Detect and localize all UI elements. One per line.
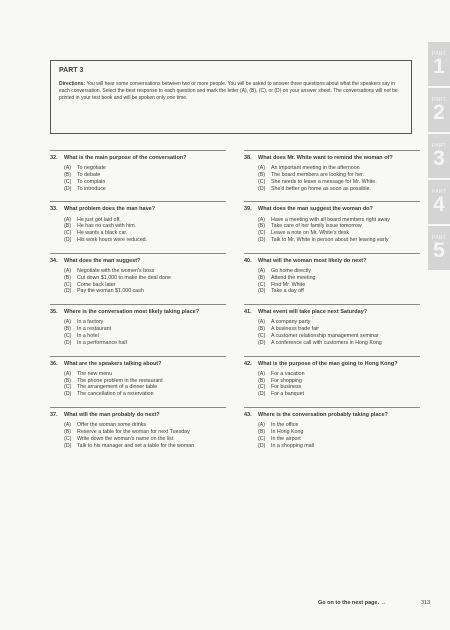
- option-letter: (C): [64, 178, 72, 185]
- option-letter: (A): [64, 422, 72, 429]
- option-letter: (A): [258, 267, 266, 274]
- option-text: She needs to leave a message for Mr. White.: [271, 178, 377, 185]
- question-text: What problem does the man have?: [64, 206, 156, 213]
- answer-option: [258, 217, 420, 224]
- option-text: In the airport: [271, 435, 301, 442]
- side-tab-number: 2: [433, 101, 445, 124]
- question-text: Where is the conversation most likely taking place?: [64, 309, 200, 316]
- answer-options: [50, 422, 226, 449]
- answer-option: [258, 223, 420, 230]
- answer-option: [64, 384, 226, 391]
- option-letter: (C): [258, 178, 266, 185]
- answer-option: [64, 230, 226, 237]
- option-text: Talk to Mr. White in person about her leaving early: [271, 236, 389, 243]
- option-text: A conference call with customers in Hong Kong: [271, 339, 382, 346]
- option-text: The cancellation of a reservation: [77, 391, 154, 398]
- option-letter: (D): [258, 339, 266, 346]
- answer-option: [258, 436, 420, 443]
- question-stem: [244, 309, 420, 316]
- question-stem: [50, 309, 226, 316]
- option-letter: (B): [258, 326, 266, 333]
- option-letter: (C): [64, 281, 72, 288]
- answer-option: [64, 378, 226, 385]
- answer-option: [258, 230, 420, 237]
- answer-option: [258, 275, 420, 282]
- option-text: The new menu: [77, 370, 113, 377]
- answer-option: [258, 282, 420, 289]
- directions-label: Directions:: [59, 81, 86, 87]
- option-text: In a factory: [77, 319, 104, 326]
- option-letter: (B): [64, 223, 72, 230]
- question-stem: [244, 155, 420, 162]
- question-block: [50, 407, 226, 449]
- option-text: Talk to his manager and set a table for the woman: [77, 442, 195, 449]
- option-text: For a banquet: [271, 391, 304, 398]
- answer-option: [64, 288, 226, 295]
- answer-option: [258, 288, 420, 295]
- answer-option: [64, 282, 226, 289]
- option-letter: (A): [258, 422, 266, 429]
- answer-option: [258, 326, 420, 333]
- question-stem: [50, 206, 226, 213]
- option-letter: (B): [258, 223, 266, 230]
- answer-option: [64, 422, 226, 429]
- question-number: 43.: [244, 411, 252, 418]
- question-text: What does the man suggest the woman do?: [258, 206, 373, 213]
- question-stem: [50, 412, 226, 419]
- side-tab-label: PART: [431, 97, 447, 103]
- answer-option: [64, 371, 226, 378]
- side-tab-label: PART: [431, 235, 447, 241]
- answer-options: [244, 165, 420, 192]
- option-text: To complain: [77, 178, 106, 185]
- answer-option: [64, 391, 226, 398]
- question-number: 40.: [244, 257, 252, 264]
- option-text: Take a day off: [271, 288, 304, 295]
- option-letter: (D): [258, 288, 266, 295]
- answer-option: [64, 165, 226, 172]
- question-stem: [244, 258, 420, 265]
- part-directions-box: [50, 60, 412, 134]
- option-text: Go home directly: [271, 267, 312, 274]
- option-text: His work hours were reduced.: [77, 236, 148, 243]
- side-tab-label: PART: [431, 189, 447, 195]
- question-text: What will the man probably do next?: [64, 411, 160, 418]
- question-block: [50, 201, 226, 243]
- option-letter: (C): [258, 332, 266, 339]
- option-letter: (B): [64, 326, 72, 333]
- option-letter: (A): [258, 319, 266, 326]
- option-letter: (C): [258, 230, 266, 237]
- option-letter: (A): [64, 165, 72, 172]
- side-tab-part-1[interactable]: [428, 42, 450, 86]
- option-text: A business trade fair: [271, 326, 319, 333]
- option-text: The phone problem in the restaurant: [77, 377, 163, 384]
- answer-option: [258, 371, 420, 378]
- question-stem: [50, 258, 226, 265]
- question-number: 34.: [50, 257, 58, 264]
- option-letter: (A): [258, 216, 266, 223]
- option-letter: (C): [64, 384, 72, 391]
- option-text: Come back later: [77, 281, 116, 288]
- answer-option: [258, 429, 420, 436]
- answer-options: [244, 217, 420, 244]
- side-tab-label: PART: [431, 51, 447, 57]
- option-letter: (D): [258, 236, 266, 243]
- question-text: What is the main purpose of the conversation?: [64, 155, 187, 161]
- question-text: What event will take place next Saturday?: [258, 309, 368, 316]
- side-tab-number: 3: [433, 147, 445, 170]
- option-letter: (A): [64, 216, 72, 223]
- question-block: [244, 253, 420, 295]
- side-tab-bar: [428, 42, 450, 272]
- answer-option: [64, 223, 226, 230]
- answer-option: [64, 186, 226, 193]
- option-text: For a vacation: [271, 370, 305, 377]
- question-block: [244, 201, 420, 243]
- option-text: She'd better go home as soon as possible.: [271, 185, 371, 192]
- answer-option: [258, 340, 420, 347]
- option-letter: (C): [64, 332, 72, 339]
- question-text: What will the woman most likely do next?: [258, 257, 367, 264]
- directions-body: You will hear some conversations between two or more people. You will be asked to answer three questions about what the speakers say in each conversation. Select the best response to each question and mark the letter (A), (B), (C), or (D) on your answer sheet. The conversations will not be printed in your test book and will be spoken only one time.: [59, 81, 398, 101]
- answer-options: [50, 268, 226, 295]
- answer-option: [258, 268, 420, 275]
- question-block: [50, 253, 226, 295]
- answer-option: [64, 179, 226, 186]
- answer-option: [64, 237, 226, 244]
- option-text: In the office: [271, 422, 299, 429]
- side-tab-part-5[interactable]: [428, 226, 450, 270]
- option-letter: (C): [258, 435, 266, 442]
- question-text: What are the speakers talking about?: [64, 360, 162, 367]
- option-text: In a shopping mall: [271, 442, 314, 449]
- answer-option: [258, 378, 420, 385]
- option-letter: (D): [258, 442, 266, 449]
- option-letter: (D): [258, 391, 266, 398]
- part-title: PART 3: [59, 67, 84, 74]
- option-text: In a restaurant: [77, 326, 112, 333]
- option-letter: (D): [64, 236, 72, 243]
- option-text: In a performance hall: [77, 339, 127, 346]
- directions-text: [59, 81, 403, 102]
- question-block: [244, 356, 420, 398]
- answer-options: [50, 371, 226, 398]
- option-text: Offer the woman some drinks: [77, 422, 147, 429]
- option-letter: (A): [258, 370, 266, 377]
- question-column-left: [50, 150, 226, 458]
- question-text: Where is the conversation probably taking place?: [258, 411, 388, 418]
- answer-option: [258, 319, 420, 326]
- question-number: 37.: [50, 411, 58, 418]
- question-number: 41.: [244, 309, 252, 316]
- question-block: [244, 304, 420, 346]
- answer-option: [64, 275, 226, 282]
- answer-option: [64, 172, 226, 179]
- option-text: To introduce: [77, 185, 106, 192]
- option-letter: (B): [258, 428, 266, 435]
- question-block: [244, 407, 420, 449]
- option-text: In a hotel: [77, 332, 99, 339]
- question-number: 38.: [244, 155, 252, 161]
- option-letter: (A): [64, 319, 72, 326]
- question-text: What does Mr. White want to remind the woman of?: [258, 155, 393, 161]
- answer-option: [64, 217, 226, 224]
- next-page-note: Go on to the next page. →: [318, 600, 387, 606]
- answer-options: [244, 268, 420, 295]
- question-block: [50, 356, 226, 398]
- page-number: 313: [421, 600, 431, 606]
- option-letter: (D): [64, 391, 72, 398]
- option-letter: (D): [64, 288, 72, 295]
- option-text: Reserve a table for the woman for next Tuesday: [77, 428, 190, 435]
- side-tab-number: 1: [433, 55, 445, 78]
- side-tab-number: 5: [433, 239, 445, 262]
- option-text: Pay the woman $1,000 cash: [77, 288, 144, 295]
- option-text: He just got laid off.: [77, 216, 121, 223]
- answer-option: [64, 268, 226, 275]
- question-number: 32.: [50, 155, 58, 161]
- option-text: To negotiate: [77, 165, 106, 172]
- option-letter: (D): [258, 185, 266, 192]
- option-letter: (C): [64, 435, 72, 442]
- option-text: The board members are looking for her.: [271, 172, 365, 178]
- answer-option: [258, 443, 420, 450]
- option-text: In Hong Kong: [271, 428, 304, 435]
- question-number: 33.: [50, 206, 58, 213]
- answer-options: [50, 319, 226, 346]
- option-letter: (B): [258, 274, 266, 281]
- question-block: [50, 304, 226, 346]
- question-number: 36.: [50, 360, 58, 367]
- option-text: An important meeting in the afternoon: [271, 165, 360, 172]
- question-stem: [244, 412, 420, 419]
- option-text: A company party: [271, 319, 311, 326]
- answer-option: [64, 319, 226, 326]
- question-stem: [50, 361, 226, 368]
- option-letter: (B): [258, 377, 266, 384]
- answer-option: [258, 391, 420, 398]
- question-block: [50, 150, 226, 192]
- option-letter: (A): [64, 370, 72, 377]
- question-column-right: [244, 150, 420, 458]
- question-number: 42.: [244, 360, 252, 367]
- option-letter: (C): [64, 230, 72, 237]
- option-text: Cut down $1,000 to make the deal done: [77, 274, 171, 281]
- question-number: 39.: [244, 206, 252, 213]
- answer-option: [64, 340, 226, 347]
- question-text: What does the man suggest?: [64, 257, 141, 264]
- option-text: The arrangement of a dinner table: [77, 384, 158, 391]
- side-tab-number: 4: [433, 193, 445, 216]
- side-tab-label: PART: [431, 143, 447, 149]
- option-text: Leave a note on Mr. White's desk: [271, 230, 350, 237]
- answer-option: [258, 384, 420, 391]
- option-text: A customer relationship management seminar: [271, 332, 379, 339]
- option-text: For shopping: [271, 377, 302, 384]
- answer-option: [258, 237, 420, 244]
- option-letter: (B): [258, 172, 266, 178]
- option-letter: (B): [64, 274, 72, 281]
- option-text: For business: [271, 384, 302, 391]
- answer-options: [50, 165, 226, 192]
- option-letter: (D): [64, 185, 72, 192]
- question-stem: [50, 155, 226, 162]
- question-text: What is the purpose of the man going to Hong Kong?: [258, 360, 398, 367]
- option-letter: (B): [64, 172, 72, 178]
- answer-option: [258, 179, 420, 186]
- option-letter: (C): [258, 281, 266, 288]
- side-tab-part-2[interactable]: [428, 88, 450, 132]
- answer-options: [244, 422, 420, 449]
- answer-option: [258, 172, 420, 179]
- option-text: Have a meeting with all board members right away: [271, 216, 390, 223]
- question-stem: [244, 206, 420, 213]
- option-letter: (A): [258, 165, 266, 172]
- answer-option: [258, 333, 420, 340]
- question-stem: [244, 361, 420, 368]
- answer-option: [258, 165, 420, 172]
- question-number: 35.: [50, 309, 58, 316]
- option-text: Take care of her family issue tomorrow: [271, 223, 362, 230]
- option-text: Attend the meeting: [271, 274, 316, 281]
- option-letter: (D): [64, 442, 72, 449]
- side-tab-part-3[interactable]: [428, 134, 450, 178]
- option-text: Write down the woman's name on the list: [77, 435, 174, 442]
- answer-option: [64, 429, 226, 436]
- answer-option: [258, 422, 420, 429]
- answer-option: [64, 326, 226, 333]
- option-text: Negotiate with the women's boss: [77, 267, 155, 274]
- answer-option: [64, 333, 226, 340]
- side-tab-part-4[interactable]: [428, 180, 450, 224]
- question-block: [244, 150, 420, 192]
- answer-option: [64, 443, 226, 450]
- option-letter: (B): [64, 428, 72, 435]
- option-letter: (B): [64, 377, 72, 384]
- option-letter: (C): [258, 384, 266, 391]
- answer-option: [258, 186, 420, 193]
- option-letter: (A): [64, 267, 72, 274]
- answer-option: [64, 436, 226, 443]
- option-text: He wants a black car.: [77, 230, 128, 237]
- answer-options: [50, 217, 226, 244]
- option-text: Find Mr. White: [271, 281, 306, 288]
- option-text: To debate: [77, 172, 101, 178]
- answer-options: [244, 371, 420, 398]
- answer-options: [244, 319, 420, 346]
- option-letter: (D): [64, 339, 72, 346]
- option-text: He has no cash with him.: [77, 223, 137, 230]
